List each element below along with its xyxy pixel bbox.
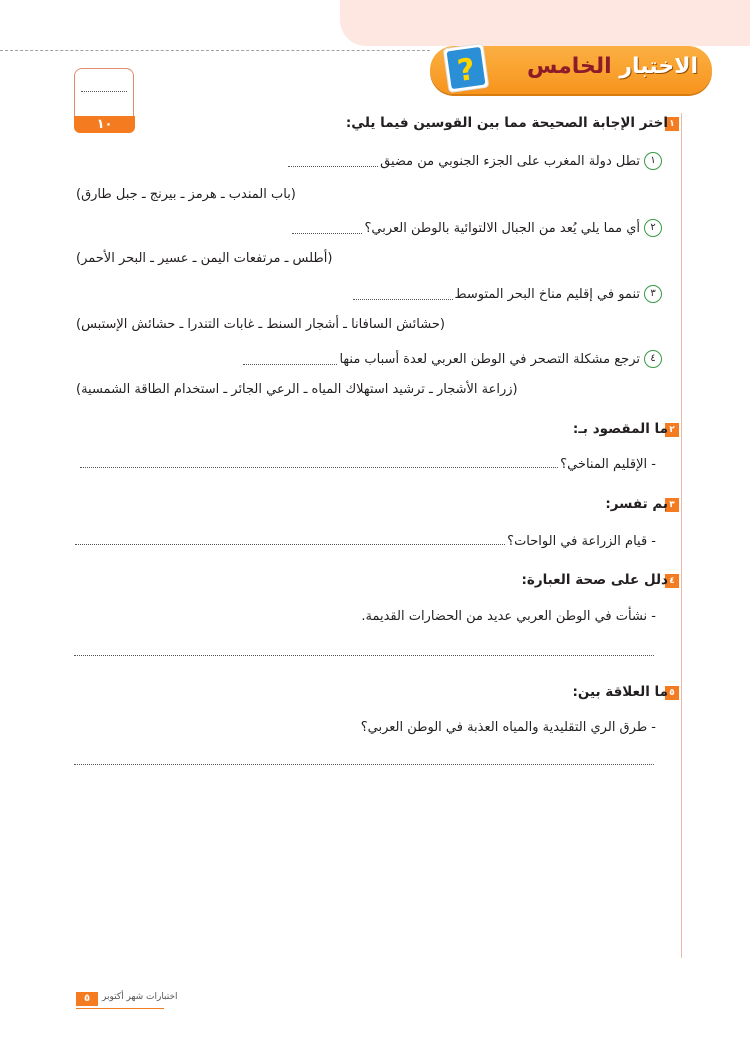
margin-rule — [681, 113, 682, 958]
item-number: ١ — [644, 152, 662, 170]
score-box — [74, 68, 134, 118]
answer-blank[interactable] — [288, 156, 378, 167]
item-choices: (زراعة الأشجار ـ ترشيد استهلاك المياه ـ الرعي الجائر ـ استخدام الطاقة الشمسية) — [76, 382, 518, 397]
question-prompt — [361, 720, 656, 735]
answer-line[interactable] — [74, 655, 654, 656]
question-heading: بم تفسر: — [605, 496, 668, 512]
page-number: ٥ — [76, 992, 98, 1006]
answer-blank[interactable] — [292, 223, 362, 234]
prompt-text: - قيام الزراعة في الواحات؟ — [507, 534, 656, 549]
question-heading: ما العلاقة بين: — [572, 684, 668, 700]
question-heading: دلل على صحة العبارة: — [521, 572, 668, 588]
top-decor-band — [340, 0, 750, 46]
question-number-badge: ٥ — [665, 686, 679, 700]
answer-blank[interactable] — [75, 534, 505, 545]
answer-blank[interactable] — [353, 289, 453, 300]
svg-text:?: ? — [455, 51, 478, 90]
mcq-item — [353, 285, 662, 303]
footer-label: اختبارات شهر أكتوبر — [102, 992, 178, 1002]
question-mark-icon — [440, 40, 492, 96]
item-choices: (أطلس ـ مرتفعات اليمن ـ عسير ـ البحر الأحمر) — [76, 251, 333, 266]
question-heading: ما المقصود بـ: — [572, 421, 668, 437]
exam-title-part2: الخامس — [527, 54, 612, 79]
item-number: ٢ — [644, 219, 662, 237]
question-number-badge: ٢ — [665, 423, 679, 437]
question-prompt — [75, 534, 656, 549]
question-number-badge: ٣ — [665, 498, 679, 512]
item-text: أي مما يلي يُعد من الجبال الالتوائية بالوطن العربي؟ — [364, 220, 640, 236]
footer-rule — [76, 1008, 164, 1009]
item-text: تنمو في إقليم مناخ البحر المتوسط — [454, 286, 640, 302]
prompt-text: - طرق الري التقليدية والمياه العذبة في الوطن العربي؟ — [360, 720, 656, 735]
item-choices: (باب المندب ـ هرمز ـ بيرنج ـ جبل طارق) — [76, 187, 296, 202]
mcq-item — [243, 350, 662, 368]
top-dashed-divider — [0, 50, 430, 51]
exam-title-part1: الاختبار — [619, 54, 698, 79]
item-text: ترجع مشكلة التصحر في الوطن العربي لعدة أسباب منها — [339, 351, 640, 367]
item-number: ٤ — [644, 350, 662, 368]
item-number: ٣ — [644, 285, 662, 303]
question-heading: اختر الإجابة الصحيحة مما بين القوسين فيما يلي: — [345, 115, 668, 131]
exam-title — [527, 54, 698, 79]
prompt-text: - الإقليم المناخي؟ — [560, 457, 656, 472]
score-total: ١٠ — [74, 116, 135, 133]
question-number-badge: ١ — [665, 117, 679, 131]
mcq-item — [288, 152, 662, 170]
answer-blank[interactable] — [80, 457, 558, 468]
answer-blank[interactable] — [243, 354, 337, 365]
question-prompt — [80, 457, 656, 472]
prompt-text: - نشأت في الوطن العربي عديد من الحضارات القديمة. — [361, 609, 656, 624]
answer-line[interactable] — [74, 764, 654, 765]
item-text: تطل دولة المغرب على الجزء الجنوبي من مضيق — [380, 153, 640, 169]
mcq-item — [292, 219, 662, 237]
question-number-badge: ٤ — [665, 574, 679, 588]
question-prompt — [361, 609, 656, 624]
item-choices: (حشائش السافانا ـ أشجار السنط ـ غابات التندرا ـ حشائش الإستبس) — [76, 317, 445, 332]
